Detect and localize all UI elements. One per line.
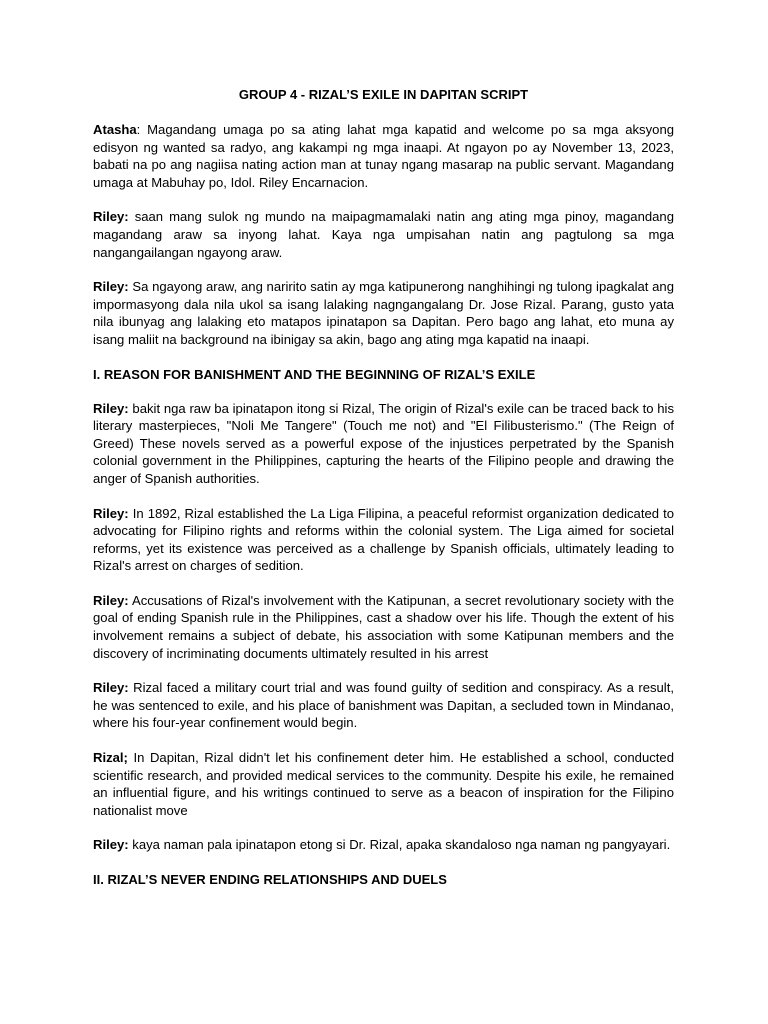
script-line-riley-liga <box>93 505 674 575</box>
speaker-name: Riley: <box>93 592 129 608</box>
speaker-name: Riley: <box>93 209 129 225</box>
script-line-riley-katipunan <box>93 592 674 662</box>
speaker-name: Riley: <box>93 837 129 853</box>
speaker-name: Atasha <box>93 122 137 137</box>
script-line-atasha-intro <box>93 121 674 191</box>
dialogue-text: kaya naman pala ipinatapon etong si Dr. Rizal, apaka skandaloso nga naman ng pangyayari. <box>132 837 671 853</box>
dialogue-text: Magandang umaga po sa ating lahat mga kapatid and welcome po sa mga aksyong edisyon ng wanted sa radyo, ang kakampi ng mga inaapi. At ngayon po ay November 13, 2023, babati na po ang nagiisa nating action man at tunay ngang masarap na public servant. Magandang umaga at Mabuhay po, Idol. Riley Encarnacion. <box>93 122 675 190</box>
dialogue-text: Sa ngayong araw, ang naririto satin ay mga katipunerong nanghihingi ng tulong ipagkalat ang impormasyong dala nila ukol sa isang lalaking nagngangalang Dr. Jose Rizal. Parang, gusto yata nila ibunyag ang lalaking eto matapos ipinatapon sa Dapitan. Pero bago ang lahat, eto muna ay isang maliit na background na ibinigay sa akin, bago ang ating mga kapatid na inaapi. <box>93 279 674 347</box>
speaker-name: Riley: <box>93 505 129 521</box>
speaker-name: Riley: <box>93 279 129 295</box>
document-page <box>93 86 674 905</box>
dialogue-text: saan mang sulok ng mundo na maipagmamalaki natin ang ating mga pinoy, magandang magandang araw sa inyong lahat. Kaya nga umpisahan natin ang pagtulong sa mga nangangailangan ngayong araw. <box>93 209 674 260</box>
script-line-riley-closing <box>93 836 674 854</box>
section-heading-relationships: II. RIZAL’S NEVER ENDING RELATIONSHIPS AND DUELS <box>93 872 447 887</box>
dialogue-text: bakit nga raw ba ipinatapon itong si Rizal, The origin of Rizal's exile can be traced back to his literary masterpieces, "Noli Me Tangere" (Touch me not) and "El Filibusterismo." (The Reign of Greed) These novels served as a powerful expose of the injustices perpetrated by the Spanish colonial government in the Philippines, capturing the hearts of the Filipino people and drawing the anger of Spanish authorities. <box>93 400 674 486</box>
speaker-name: Riley: <box>93 400 129 416</box>
dialogue-text: Rizal faced a military court trial and was found guilty of sedition and conspiracy. As a result, he was sentenced to exile, and his place of banishment was Dapitan, a secluded town in Mindanao, where his four-year confinement would begin. <box>93 680 674 731</box>
speaker-name: Rizal; <box>93 750 128 766</box>
speaker-separator: : <box>136 122 148 137</box>
document-title: GROUP 4 - RIZAL’S EXILE IN DAPITAN SCRIPT <box>238 87 529 102</box>
script-line-rizal-dapitan <box>93 749 674 819</box>
script-line-riley-greeting <box>93 208 674 261</box>
dialogue-text: In Dapitan, Rizal didn't let his confinement deter him. He established a school, conducted scientific research, and provided medical services to the community. Despite his exile, he remained an influential figure, and his writings continued to serve as a beacon of inspiration for the Filipino nationalist move <box>93 750 674 818</box>
section-heading-banishment: I. REASON FOR BANISHMENT AND THE BEGINNING OF RIZAL’S EXILE <box>93 366 536 382</box>
dialogue-text: Accusations of Rizal's involvement with the Katipunan, a secret revolutionary society with the goal of ending Spanish rule in the Philippines, cast a shadow over his life. Though the extent of his involvement remains a subject of debate, his association with some Katipunan members and the discovery of incriminating documents ultimately resulted in his arrest <box>93 592 674 661</box>
script-line-riley-trial <box>93 679 674 732</box>
speaker-name: Riley: <box>93 680 129 696</box>
script-line-riley-background <box>93 278 674 348</box>
script-line-riley-origin <box>93 400 674 488</box>
dialogue-text: In 1892, Rizal established the La Liga Filipina, a peaceful reformist organization dedicated to advocating for Filipino rights and reforms within the colonial system. The Liga aimed for societal reforms, yet its existence was perceived as a challenge by Spanish officials, ultimately leading to Rizal's arrest on charges of sedition. <box>93 505 675 574</box>
